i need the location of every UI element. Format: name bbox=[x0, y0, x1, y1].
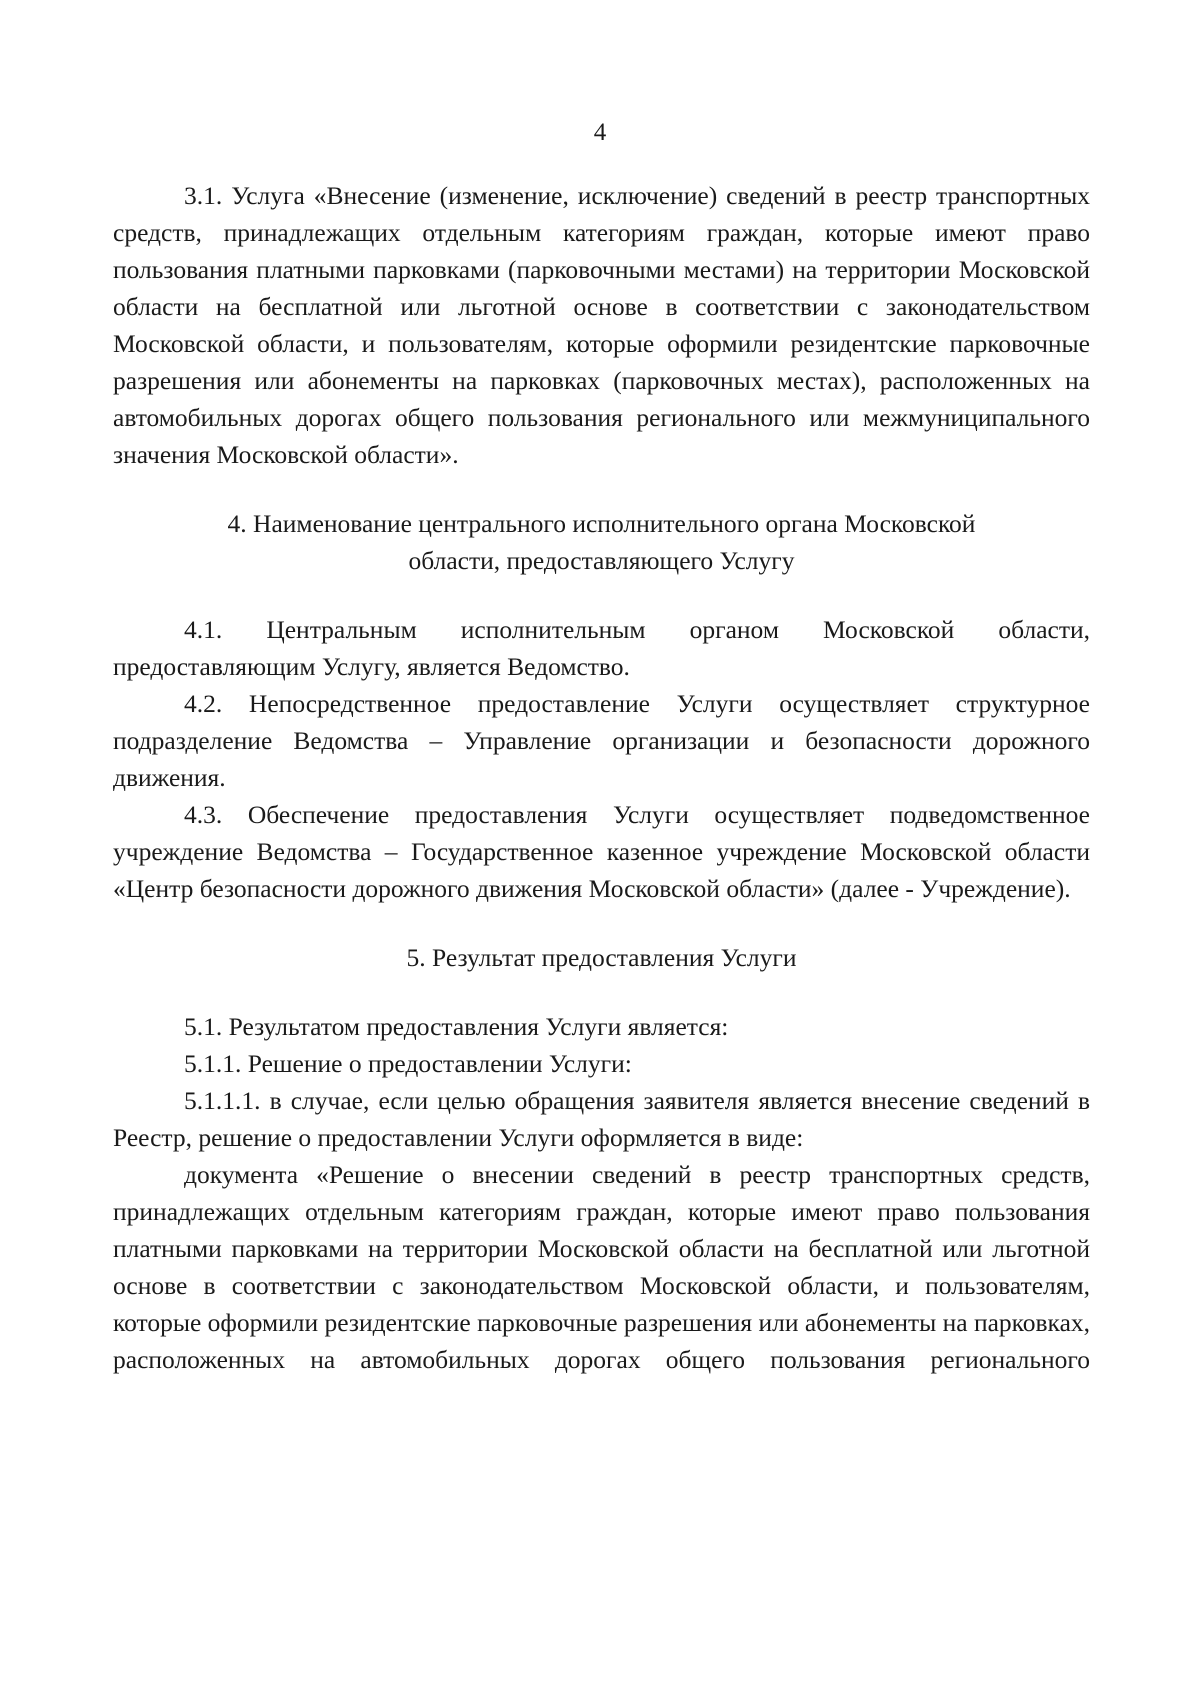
document-body bbox=[113, 177, 1090, 1378]
paragraph-3-1: 3.1. Услуга «Внесение (изменение, исключение) сведений в реестр транспортных средств, принадлежащих отдельным категориям граждан, которые имеют право пользования платными парковками (парковочными местами) на территории Московской области на бесплатной или льготной основе в соответствии с законодательством Московской области, и пользователям, которые оформили резидентские парковочные разрешения или абонементы на парковках (парковочных местах), расположенных на автомобильных дорогах общего пользования регионального или межмуниципального значения Московской области». bbox=[113, 181, 1090, 469]
paragraph-4-3: 4.3. Обеспечение предоставления Услуги осуществляет подведомственное учреждение Ведомства – Государственное казенное учреждение Московской области «Центр безопасности дорожного движения Московской области» (далее - Учреждение). bbox=[113, 800, 1090, 903]
section-heading-4-line-2: области, предоставляющего Услугу bbox=[408, 546, 795, 575]
paragraph-5-1-1-1: 5.1.1.1. в случае, если целью обращения заявителя является внесение сведений в Реестр, решение о предоставлении Услуги оформляется в виде: bbox=[113, 1086, 1090, 1152]
paragraph-document-decision: документа «Решение о внесении сведений в реестр транспортных средств, принадлежащих отдельным категориям граждан, которые имеют право пользования платными парковками на территории Московской области на бесплатной или льготной основе в соответствии с законодательством Московской области, и пользователям, которые оформили резидентские парковочные разрешения или абонементы на парковках, расположенных на автомобильных дорогах общего пользования регионального bbox=[113, 1160, 1091, 1374]
paragraph-5-1-1: 5.1.1. Решение о предоставлении Услуги: bbox=[184, 1049, 632, 1078]
page-number: 4 bbox=[593, 119, 607, 146]
paragraph-4-2: 4.2. Непосредственное предоставление Услуги осуществляет структурное подразделение Ведомства – Управление организации и безопасности дорожного движения. bbox=[113, 689, 1090, 792]
section-heading-5: 5. Результат предоставления Услуги bbox=[406, 943, 797, 972]
paragraph-5-1: 5.1. Результатом предоставления Услуги является: bbox=[184, 1012, 729, 1041]
section-heading-4 bbox=[113, 505, 1090, 579]
paragraph-4-1: 4.1. Центральным исполнительным органом Московской области, предоставляющим Услугу, является Ведомство. bbox=[113, 615, 1090, 681]
section-heading-4-line-1: 4. Наименование центрального исполнительного органа Московской bbox=[227, 509, 976, 538]
